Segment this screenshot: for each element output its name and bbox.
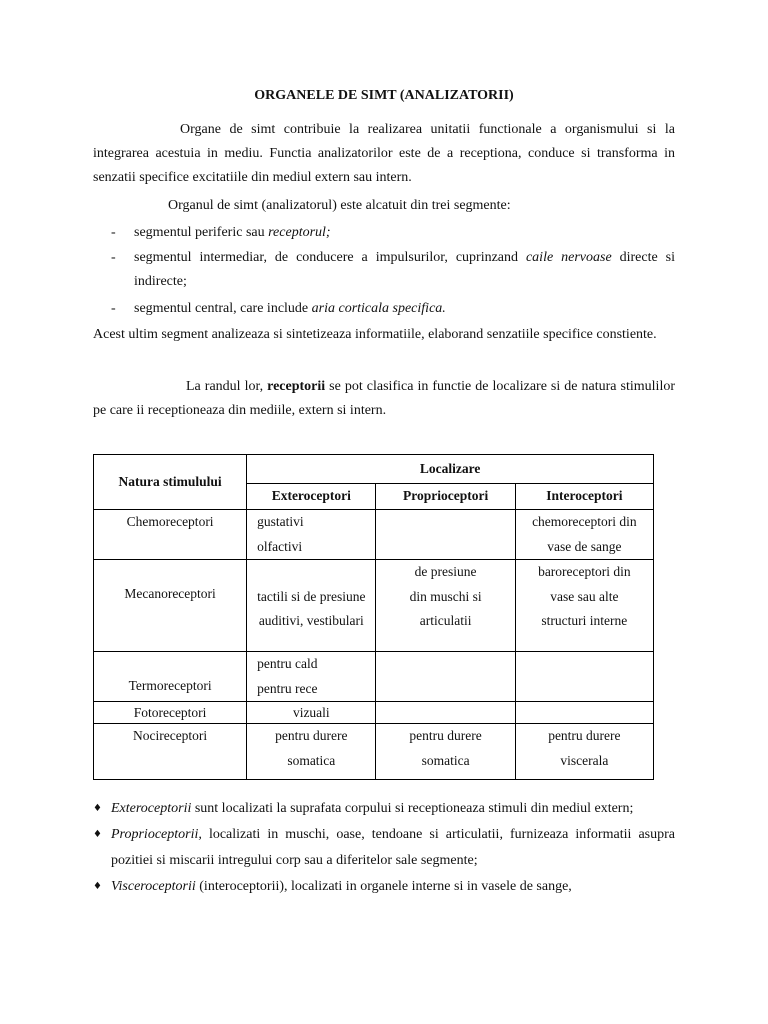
cell-line — [247, 560, 375, 585]
bullet-text: (interoceptorii), localizati in organele interne si in vasele de sange, — [195, 879, 572, 894]
cell-line: pentru rece — [257, 680, 318, 696]
bullet-text: sunt localizati la suprafata corpului si receptioneaza stimuli din mediul extern; — [191, 801, 634, 816]
cell-prop — [376, 510, 515, 560]
diamond-bullet-icon: ♦ — [93, 881, 102, 892]
list-item — [93, 874, 675, 900]
segment-emphasis: aria corticala specifica. — [311, 301, 446, 316]
table-row — [94, 652, 654, 702]
cell-line: tactili si de presiune — [257, 588, 366, 604]
cell-prop — [376, 724, 515, 780]
table-row — [94, 560, 654, 652]
cell-line: chemoreceptori din — [532, 514, 637, 529]
segment-emphasis: caile nervoase — [525, 250, 612, 265]
cell-line: pentru cald — [257, 656, 318, 671]
bullet-text: localizati in muschi, oase, tendoane si articulatii, furnizeaza informatii asupra pozitiei si miscarii intregului corp sau a diferitelor sale segmente; — [111, 827, 675, 868]
row-name: Chemoreceptori — [94, 510, 247, 560]
cell-inter — [515, 702, 653, 724]
cell-inter — [515, 560, 653, 652]
cell-line: pentru durere — [548, 728, 621, 743]
bullet-term: Visceroceptorii — [111, 879, 196, 894]
cell-ext — [247, 702, 376, 724]
receptors-text: La randul lor, — [186, 379, 268, 394]
row-name: Mecanoreceptori — [94, 560, 247, 652]
segment-item — [93, 246, 675, 294]
cell-line: baroreceptori din — [538, 564, 631, 579]
cell-line: vase de sange — [547, 538, 622, 554]
cell-line: vizuali — [292, 705, 330, 720]
receptors-text-post: se pot clasifica in functie de localizare si de natura stimulilor pe care ii receptioneaza din mediile, extern si intern. — [93, 379, 675, 418]
dash-marker: - — [111, 301, 116, 316]
segment-text: segmentul intermediar, de conducere a impulsurilor, cuprinzand — [134, 250, 526, 265]
segment-emphasis: receptorul; — [268, 225, 331, 240]
cell-line: din muschi si — [409, 588, 482, 604]
cell-line: articulatii — [419, 613, 472, 628]
cell-line: vase sau alte — [550, 588, 619, 604]
cell-ext — [247, 652, 376, 702]
cell-prop — [376, 652, 515, 702]
page-title: ORGANELE DE SIMT (ANALIZATORII) — [254, 88, 514, 103]
cell-line: pentru durere — [409, 728, 482, 743]
header-interoceptori: Interoceptori — [515, 484, 653, 510]
cell-ext — [247, 724, 376, 780]
cell-prop — [376, 702, 515, 724]
bullet-term: Proprioceptorii, — [111, 827, 202, 842]
segment-text: segmentul central, care include — [134, 301, 312, 316]
cell-line: de presiune — [414, 564, 477, 579]
table-row — [94, 724, 654, 780]
row-name: Termoreceptori — [94, 652, 247, 702]
cell-line: structuri interne — [541, 613, 628, 628]
segments-intro: Organul de simt (analizatorul) este alcatuit din trei segmente: — [168, 198, 511, 213]
header-localizare: Localizare — [247, 455, 654, 484]
segment-text: segmentul periferic sau — [134, 225, 269, 240]
table-row — [94, 702, 654, 724]
row-name: Fotoreceptori — [94, 702, 247, 724]
cell-line: somatica — [287, 752, 336, 768]
cell-line: gustativi — [257, 514, 304, 529]
diamond-bullet-icon: ♦ — [93, 829, 102, 840]
dash-marker: - — [111, 250, 116, 265]
analysis-paragraph: Acest ultim segment analizeaza si sintetizeaza informatiile, elaborand senzatiile specifice constiente. — [93, 327, 657, 342]
cell-inter — [515, 724, 653, 780]
dash-marker: - — [111, 225, 116, 240]
intro-paragraph: Organe de simt contribuie la realizarea unitatii functionale a organismului si la integrarea acestuia in mediu. Functia analizatorilor este de a receptiona, conduce si transforma in senzatii specifice excitatiile din mediul extern sau intern. — [93, 122, 675, 185]
receptors-bold: receptorii — [267, 379, 326, 394]
cell-prop — [376, 560, 515, 652]
header-exteroceptori: Exteroceptori — [247, 484, 376, 510]
cell-line: olfactivi — [257, 538, 303, 554]
cell-inter — [515, 510, 653, 560]
table-row — [94, 510, 654, 560]
cell-inter — [515, 652, 653, 702]
receptors-paragraph — [93, 375, 675, 423]
cell-line: auditivi, vestibulari — [258, 613, 364, 628]
header-proprioceptori: Proprioceptori — [376, 484, 515, 510]
segment-item — [93, 221, 675, 245]
bullet-term: Exteroceptorii — [111, 801, 192, 816]
cell-ext — [247, 510, 376, 560]
cell-line: somatica — [421, 752, 470, 768]
cell-line: viscerala — [560, 752, 609, 768]
list-item — [93, 796, 675, 822]
list-item — [93, 822, 675, 874]
cell-line: pentru durere — [275, 728, 348, 743]
row-name: Nocireceptori — [94, 724, 247, 780]
diamond-bullet-icon: ♦ — [93, 803, 102, 814]
segment-text-post: directe si indirecte; — [134, 250, 675, 289]
bullet-list — [93, 796, 675, 900]
receptors-table — [93, 454, 654, 780]
cell-ext — [247, 560, 376, 652]
segment-item — [93, 297, 675, 321]
header-natura: Natura stimulului — [94, 455, 247, 510]
